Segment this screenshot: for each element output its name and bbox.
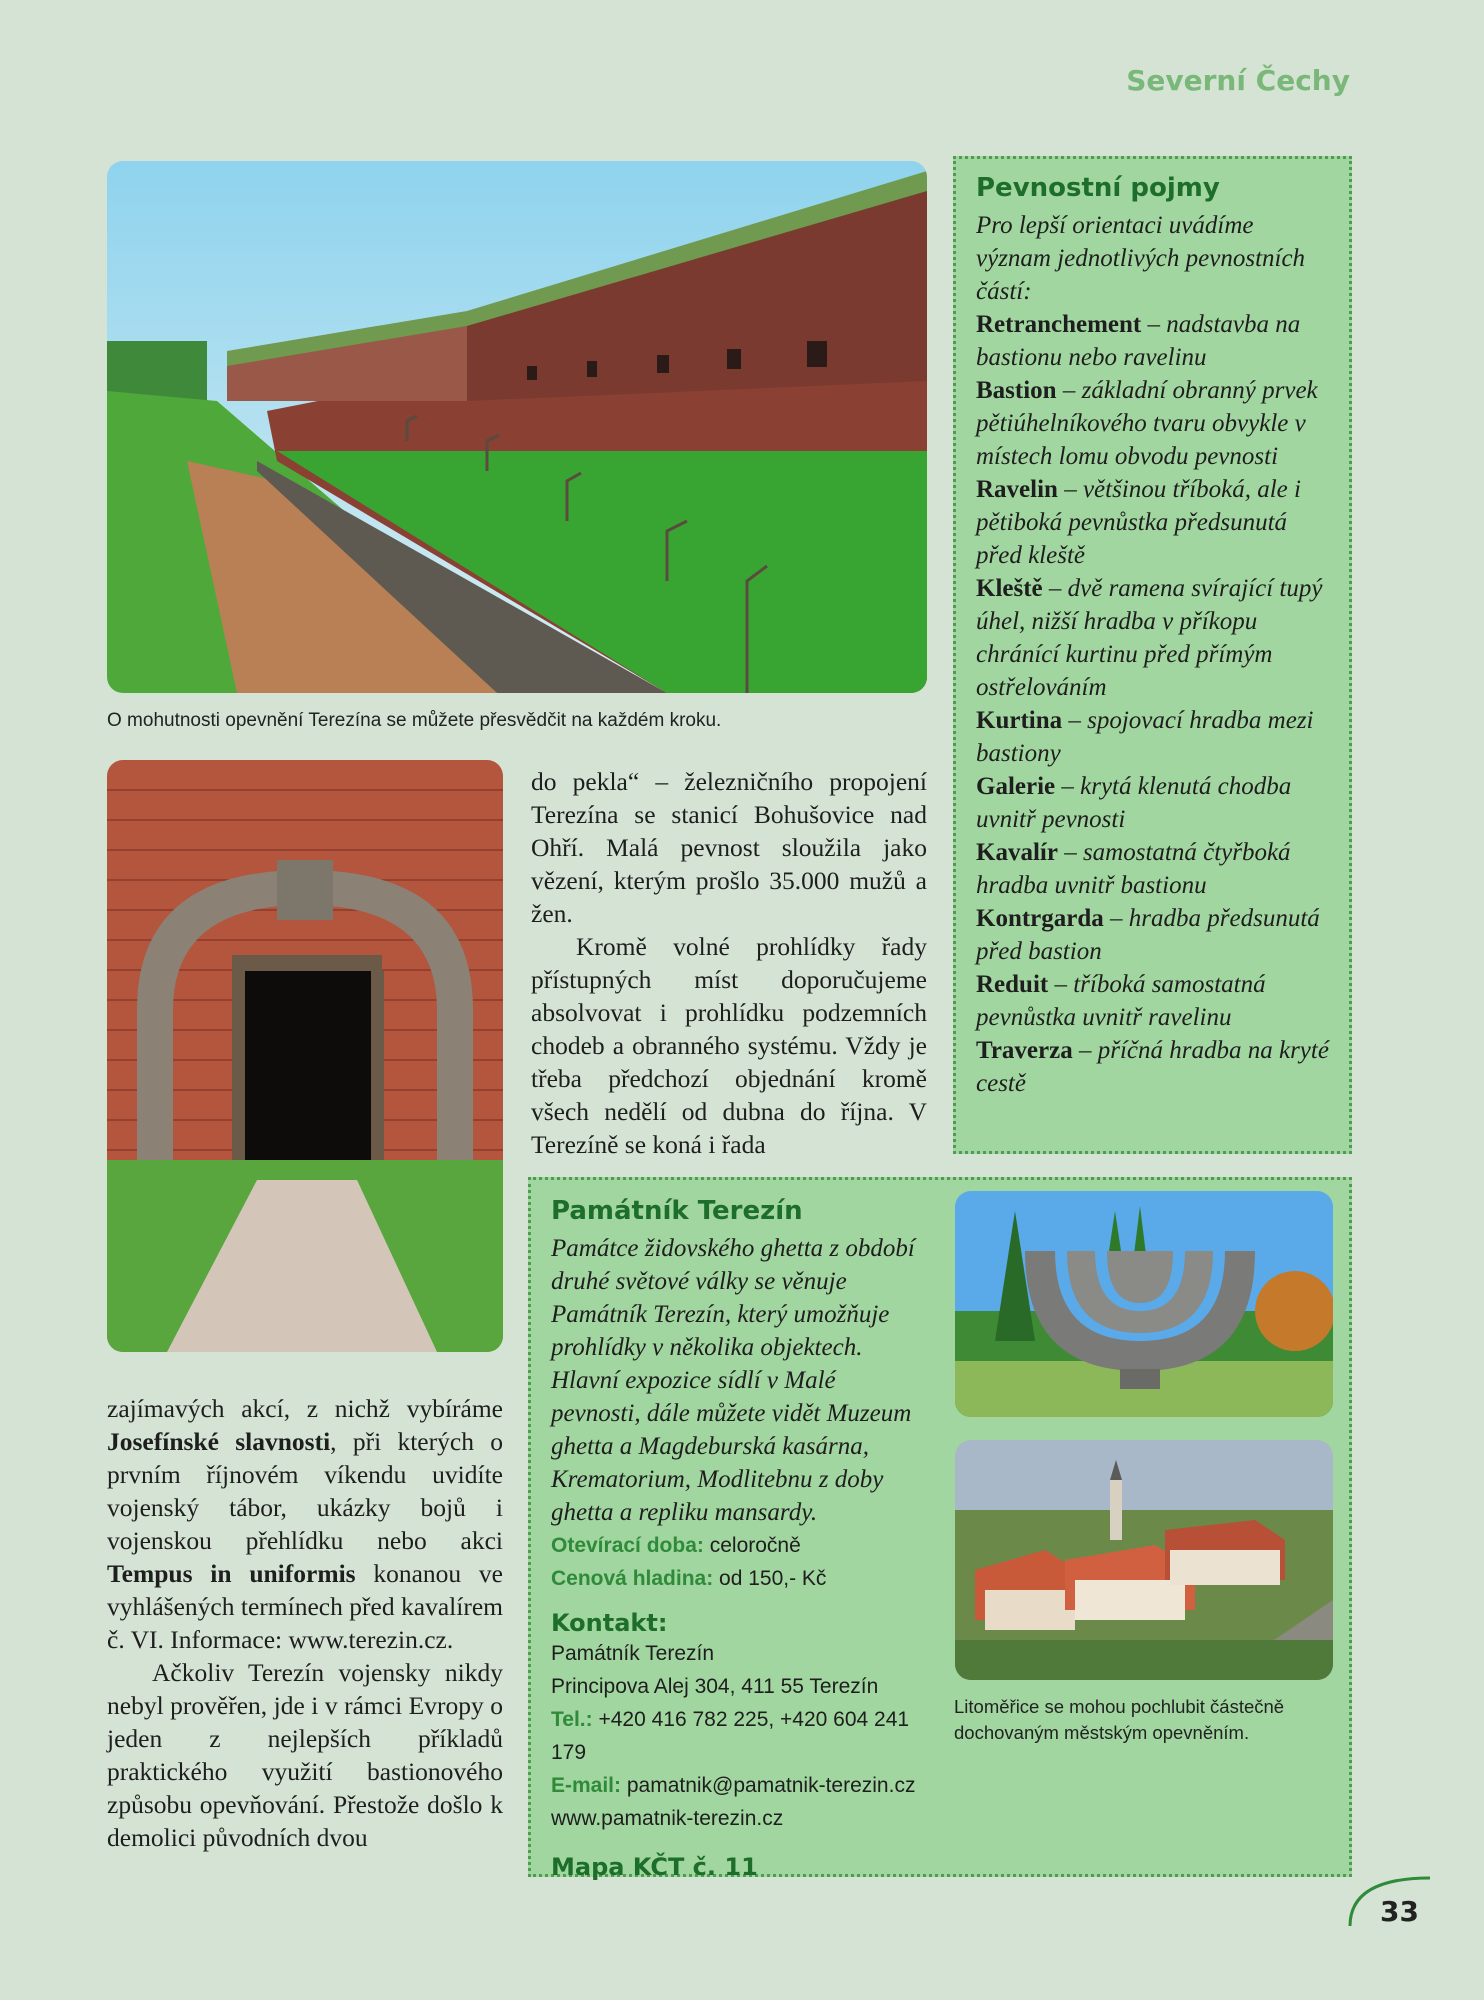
fortress-term: Galerie – krytá klenutá chodba uvnitř pevnosti [976, 773, 1292, 833]
page-number: 33 [1380, 1895, 1419, 1928]
fortress-wall-caption: O mohutnosti opevnění Terezína se můžete přesvědčit na každém kroku. [107, 710, 722, 731]
pamatnik-title: Památník Terezín [551, 1196, 803, 1226]
contact-email[interactable]: E-mail: pamatnik@pamatnik-terezin.cz [551, 1774, 916, 1797]
fortress-term: Traverza – příčná hradba na kryté cestě [976, 1037, 1329, 1097]
fortress-term-definition: nadstavba na bastionu nebo ravelinu [976, 311, 1301, 371]
fortress-term-name: Kurtina [976, 707, 1063, 734]
pamatnik-description: Památce židovského ghetta z období druhé světové války se věnuje Památník Terezín, který umožňuje prohlídky v několika objektech. Hlavní expozice sídlí v Malé pevnosti, dále můžete vidět Muzeum ghetta a Magdeburská kasárna, Krematorium, Modlitebnu z doby ghetta a repliku mansardy. [551, 1235, 915, 1526]
litomerice-photo [955, 1440, 1333, 1680]
fortress-term-name: Galerie [976, 773, 1056, 800]
article-paragraph: zajímavých akcí, z nichž vybíráme Josefínské slavnosti, při kterých o prvním říjnovém víkendu uvidíte vojenský tábor, ukázky bojů i vojenskou přehlídku nebo akci Tempus in uniformis konanou ve vyhlášených termínech před kavalírem č. VI. Informace: www.terezin.cz. [107, 1394, 503, 1654]
fortress-term: Kavalír – samostatná čtyřboká hradba uvnitř bastionu [976, 839, 1291, 899]
fortress-term-definition: základní obranný prvek pětiúhelníkového tvaru obvykle v místech lomu obvodu pevnosti [976, 377, 1318, 470]
menorah-memorial-image [955, 1191, 1333, 1417]
fortress-term-name: Kontrgarda [976, 905, 1104, 932]
fortress-term-name: Traverza [976, 1037, 1073, 1064]
fortress-term-definition: samostatná čtyřboká hradba uvnitř bastionu [976, 839, 1291, 899]
price-level: Cenová hladina: od 150,- Kč [551, 1567, 827, 1590]
fortress-term: Kurtina – spojovací hradba mezi bastiony [976, 707, 1314, 767]
article-middle-column [531, 765, 927, 1161]
contact-phone: Tel.: +420 416 782 225, +420 604 241 179 [551, 1708, 910, 1764]
fortress-term-definition: příčná hradba na kryté cestě [976, 1037, 1329, 1097]
article-paragraph: Ačkoliv Terezín vojensky nikdy nebyl prověřen, jde i v rámci Evropy o jeden z nejlepších příkladů praktického využití bastionového způsobu opevňování. Přestože došlo k demolici původních dvou [107, 1658, 503, 1852]
event-name-josefinske: Josefínské slavnosti [107, 1427, 331, 1456]
fortress-terms-intro: Pro lepší orientaci uvádíme význam jednotlivých pevnostních částí: [976, 212, 1306, 305]
fortress-term-definition: většinou tříboká, ale i pětiboká pevnůstka předsunutá před kleště [976, 476, 1301, 569]
litomerice-caption: Litoměřice se mohou pochlubit částečně dochovaným městským opevněním. [954, 1696, 1285, 1743]
fortress-term-name: Bastion [976, 377, 1057, 404]
contact-name: Památník Terezín [551, 1642, 715, 1665]
fortress-terms-box [953, 156, 1352, 1154]
fortress-term-name: Kleště [976, 575, 1043, 602]
fortress-gate-image [107, 760, 503, 1352]
fortress-term: Kleště – dvě ramena svírající tupý úhel, nižší hradba v příkopu chránící kurtinu před přímým ostřelováním [976, 575, 1323, 701]
menorah-memorial-photo [955, 1191, 1333, 1417]
litomerice-image [955, 1440, 1333, 1680]
fortress-term-name: Retranchement [976, 311, 1142, 338]
fortress-term: Reduit – tříboká samostatná pevnůstka uvnitř ravelinu [976, 971, 1266, 1031]
fortress-wall-image [107, 161, 927, 693]
article-paragraph: Kromě volné prohlídky řady přístupných míst doporučujeme absolvovat i prohlídku podzemních chodeb a obranného systému. Vždy je třeba předchozí objednání kromě všech nedělí od dubna do října. V Terezíně se koná i řada [531, 932, 927, 1159]
fortress-terms-title: Pevnostní pojmy [976, 173, 1220, 203]
contact-website[interactable]: www.pamatnik-terezin.cz [551, 1807, 784, 1830]
fortress-gate-photo [107, 760, 503, 1352]
fortress-term-name: Kavalír [976, 839, 1058, 866]
event-name-tempus: Tempus in uniformis [107, 1559, 356, 1588]
contact-address: Principova Alej 304, 411 55 Terezín [551, 1675, 879, 1698]
fortress-term: Retranchement – nadstavba na bastionu nebo ravelinu [976, 311, 1301, 371]
fortress-wall-photo [107, 161, 927, 693]
map-reference: Mapa KČT č. 11 [551, 1853, 758, 1881]
article-left-column [107, 1392, 503, 1854]
section-header: Severní Čechy [1126, 64, 1350, 97]
opening-hours: Otevírací doba: celoročně [551, 1534, 801, 1557]
fortress-term-name: Reduit [976, 971, 1049, 998]
fortress-term-definition: hradba předsunutá před bastion [976, 905, 1320, 965]
fortress-term: Bastion – základní obranný prvek pětiúhelníkového tvaru obvykle v místech lomu obvodu pevnosti [976, 377, 1318, 470]
fortress-term-name: Ravelin [976, 476, 1058, 503]
fortress-term-definition: tříboká samostatná pevnůstka uvnitř ravelinu [976, 971, 1266, 1031]
fortress-term-definition: dvě ramena svírající tupý úhel, nižší hradba v příkopu chránící kurtinu před přímým ostřelováním [976, 575, 1323, 701]
contact-title: Kontakt: [551, 1609, 668, 1637]
fortress-term: Ravelin – většinou tříboká, ale i pětiboká pevnůstka předsunutá před kleště [976, 476, 1301, 569]
fortress-terms-list [976, 209, 1329, 1100]
fortress-term: Kontrgarda – hradba předsunutá před bastion [976, 905, 1320, 965]
fortress-term-definition: krytá klenutá chodba uvnitř pevnosti [976, 773, 1292, 833]
article-paragraph: do pekla“ – železničního propojení Terezína se stanicí Bohušovice nad Ohří. Malá pevnost sloužila jako vězení, kterým prošlo 35.000 mužů a žen. [531, 767, 927, 928]
fortress-term-definition: spojovací hradba mezi bastiony [976, 707, 1314, 767]
